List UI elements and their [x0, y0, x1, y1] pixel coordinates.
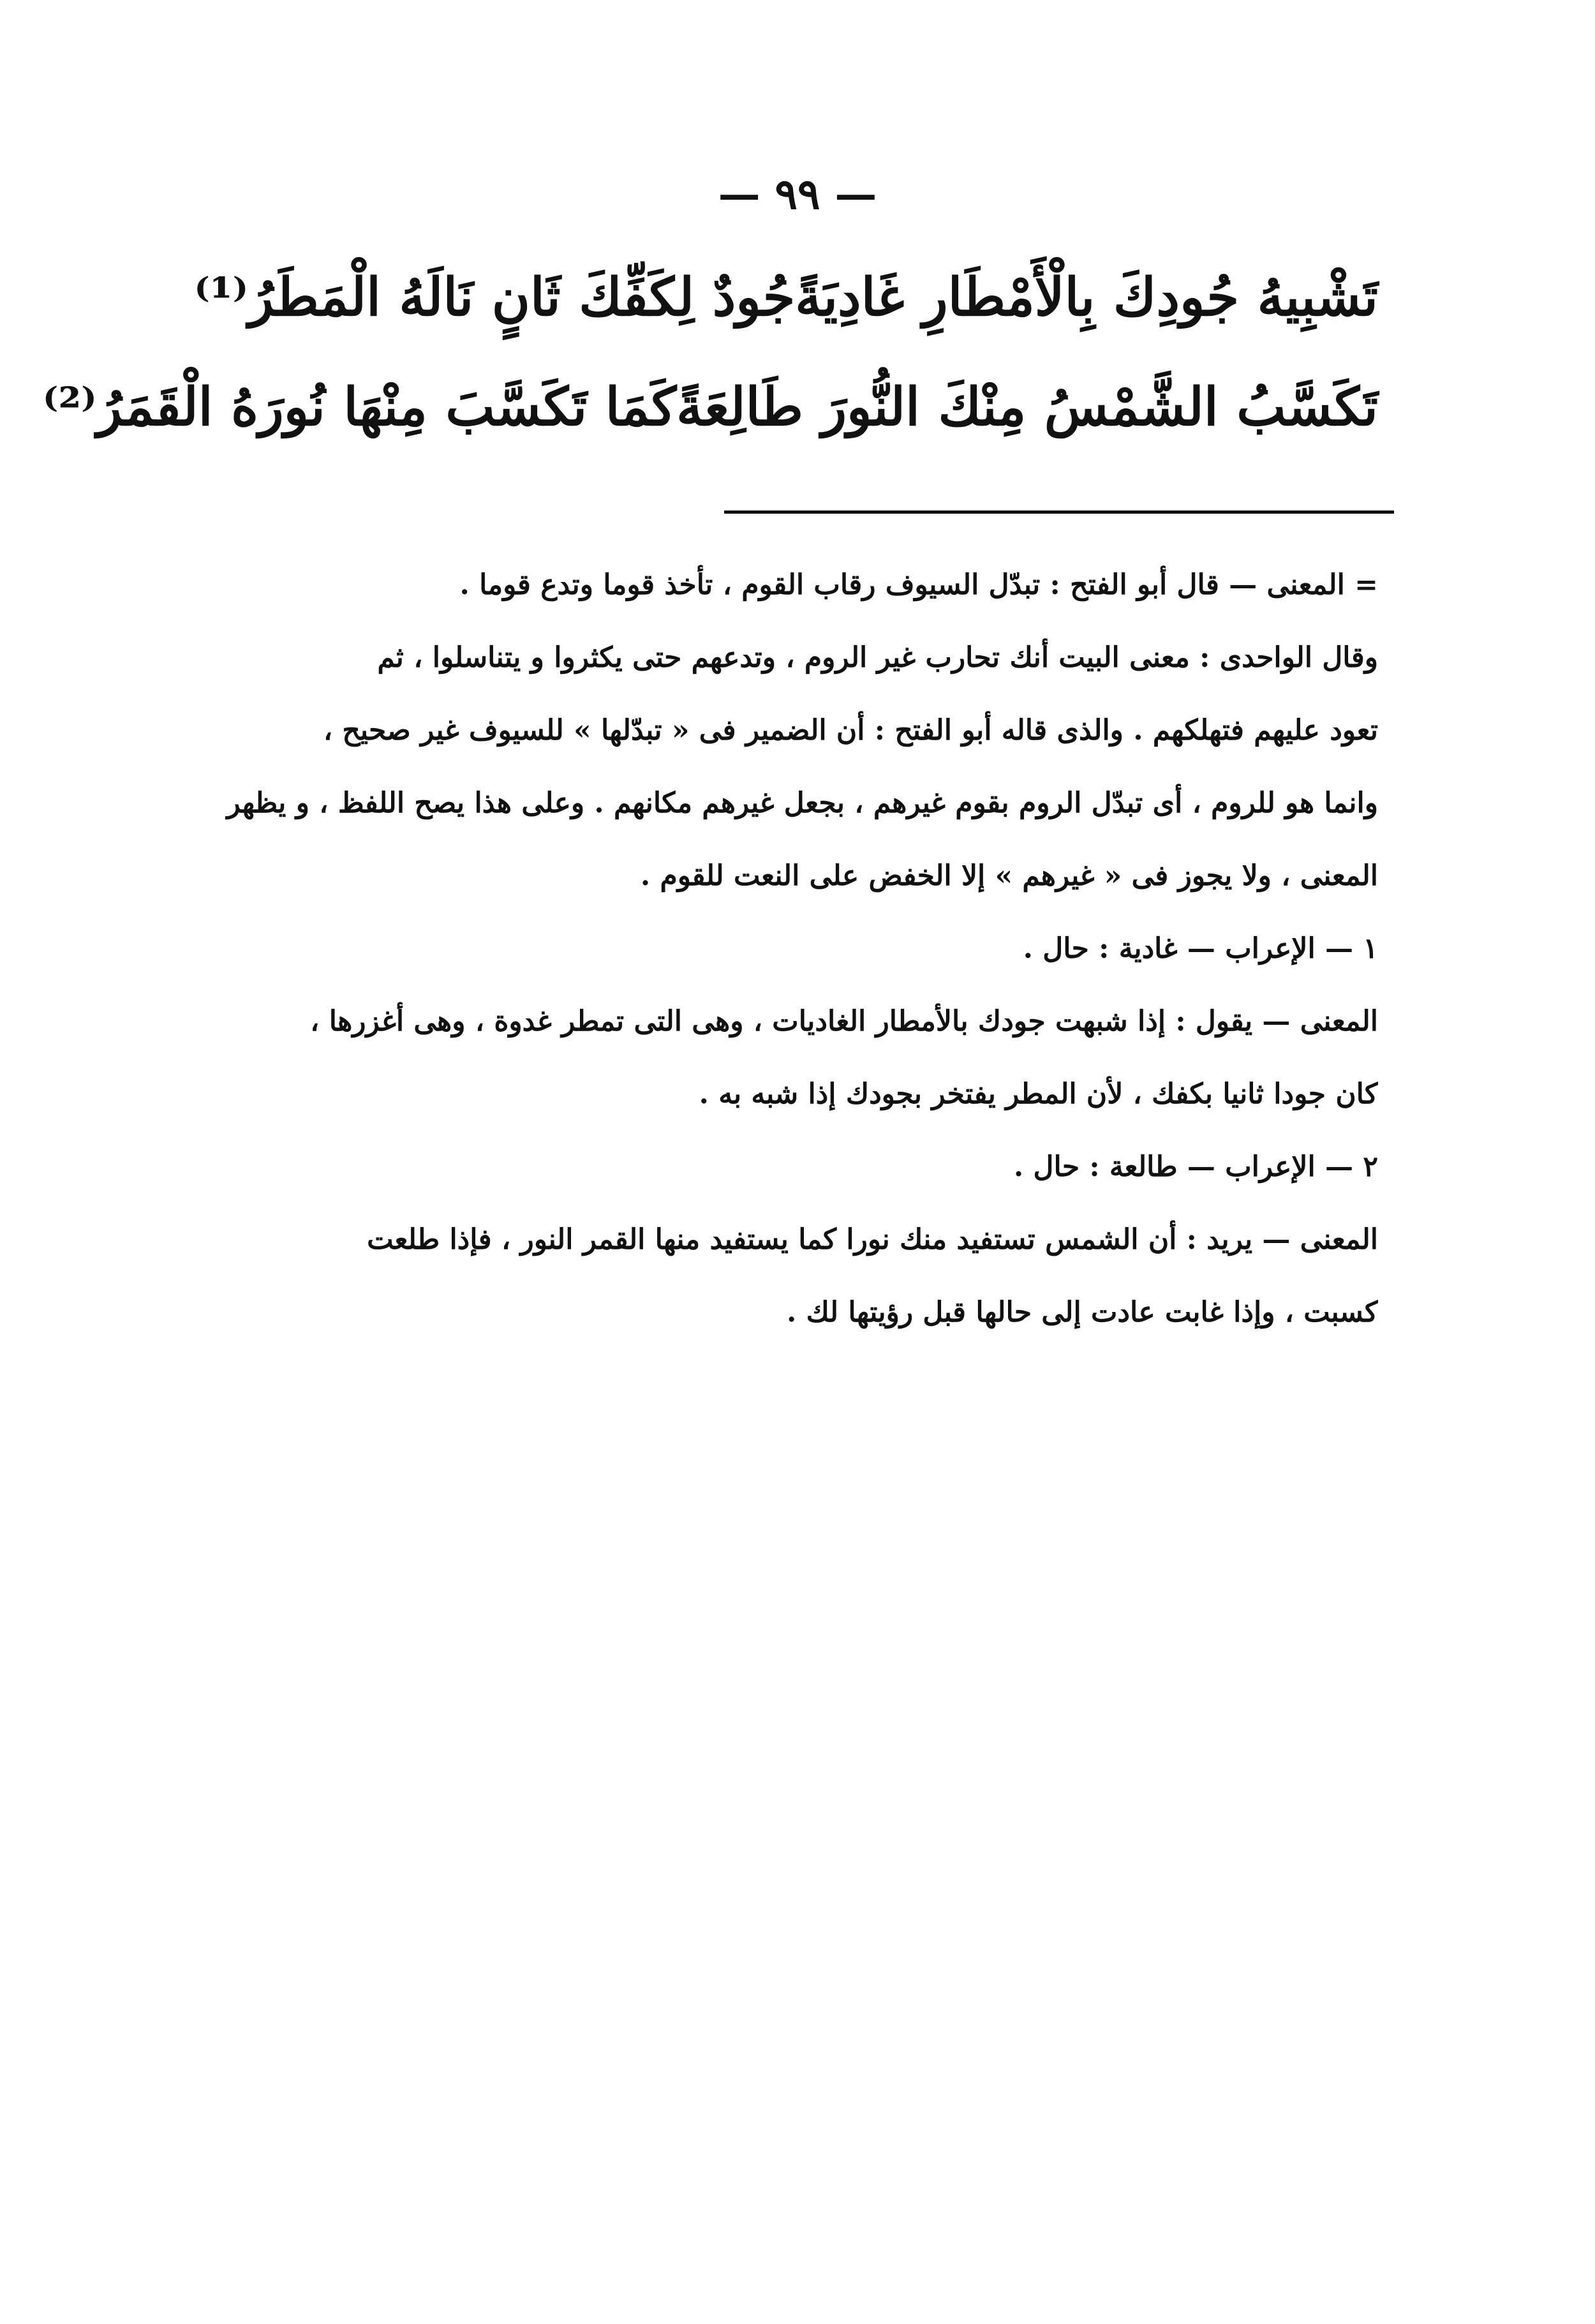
commentary-line: المعنى — يقول : إذا شبهت جودك بالأمطار الغاديات ، وهى التى تمطر غدوة ، وهى أغزرها ،	[310, 1005, 1378, 1038]
commentary-line: كان جودا ثانيا بكفك ، لأن المطر يفتخر بجودك إذا شبه به .	[699, 1078, 1378, 1110]
commentary-block	[211, 549, 1378, 1349]
commentary-line: كسبت ، وإذا غابت عادت إلى حالها قبل رؤيتها لك .	[786, 1296, 1378, 1329]
commentary-line: تعود عليهم فتهلكهم . والذى قاله أبو الفتح : أن الضمير فى « تبدّلها » للسيوف غير صحيح ،	[323, 714, 1378, 747]
commentary-line: وانما هو للروم ، أى تبدّل الروم بقوم غيرهم ، بجعل غيرهم مكانهم . وعلى هذا يصح اللفظ ، و يظهر	[226, 787, 1378, 819]
commentary-line: = المعنى — قال أبو الفتح : تبدّل السيوف رقاب القوم ، تأخذ قوما وتدع قوما .	[459, 569, 1378, 601]
page-number: — ٩٩ —	[718, 169, 877, 219]
footnote-divider	[724, 510, 1394, 514]
verse-1-first-hemistich: تَشْبِيهُ جُودِكَ بِالْأَمْطَارِ غَادِيَةً	[795, 267, 1378, 328]
verse-1-second-hemistich: جُودٌ لِكَفِّكَ ثَانٍ نَالَهُ الْمَطَرُ⁽¹⁾	[194, 267, 796, 328]
commentary-line: المعنى — يريد : أن الشمس تستفيد منك نورا كما يستفيد منها القمر النور ، فإذا طلعت	[367, 1223, 1378, 1256]
verse-line-1	[194, 267, 1378, 328]
verse-2-first-hemistich: تَكَسَّبُ الشَّمْسُ مِنْكَ النُّورَ طَالِعَةً	[676, 376, 1378, 438]
commentary-line: المعنى ، ولا يجوز فى « غيرهم » إلا الخفض على النعت للقوم .	[640, 860, 1378, 892]
commentary-line: ٢ — الإعراب — طالعة : حال .	[1013, 1151, 1378, 1183]
verse-line-2	[42, 376, 1378, 438]
commentary-line: وقال الواحدى : معنى البيت أنك تحارب غير الروم ، وتدعهم حتى يكثروا و يتناسلوا ، ثم	[377, 641, 1378, 674]
verse-2-second-hemistich: كَمَا تَكَسَّبَ مِنْهَا نُورَهُ الْقَمَرُ⁽²⁾	[42, 376, 677, 438]
commentary-line: ١ — الإعراب — غادية : حال .	[1023, 932, 1378, 965]
